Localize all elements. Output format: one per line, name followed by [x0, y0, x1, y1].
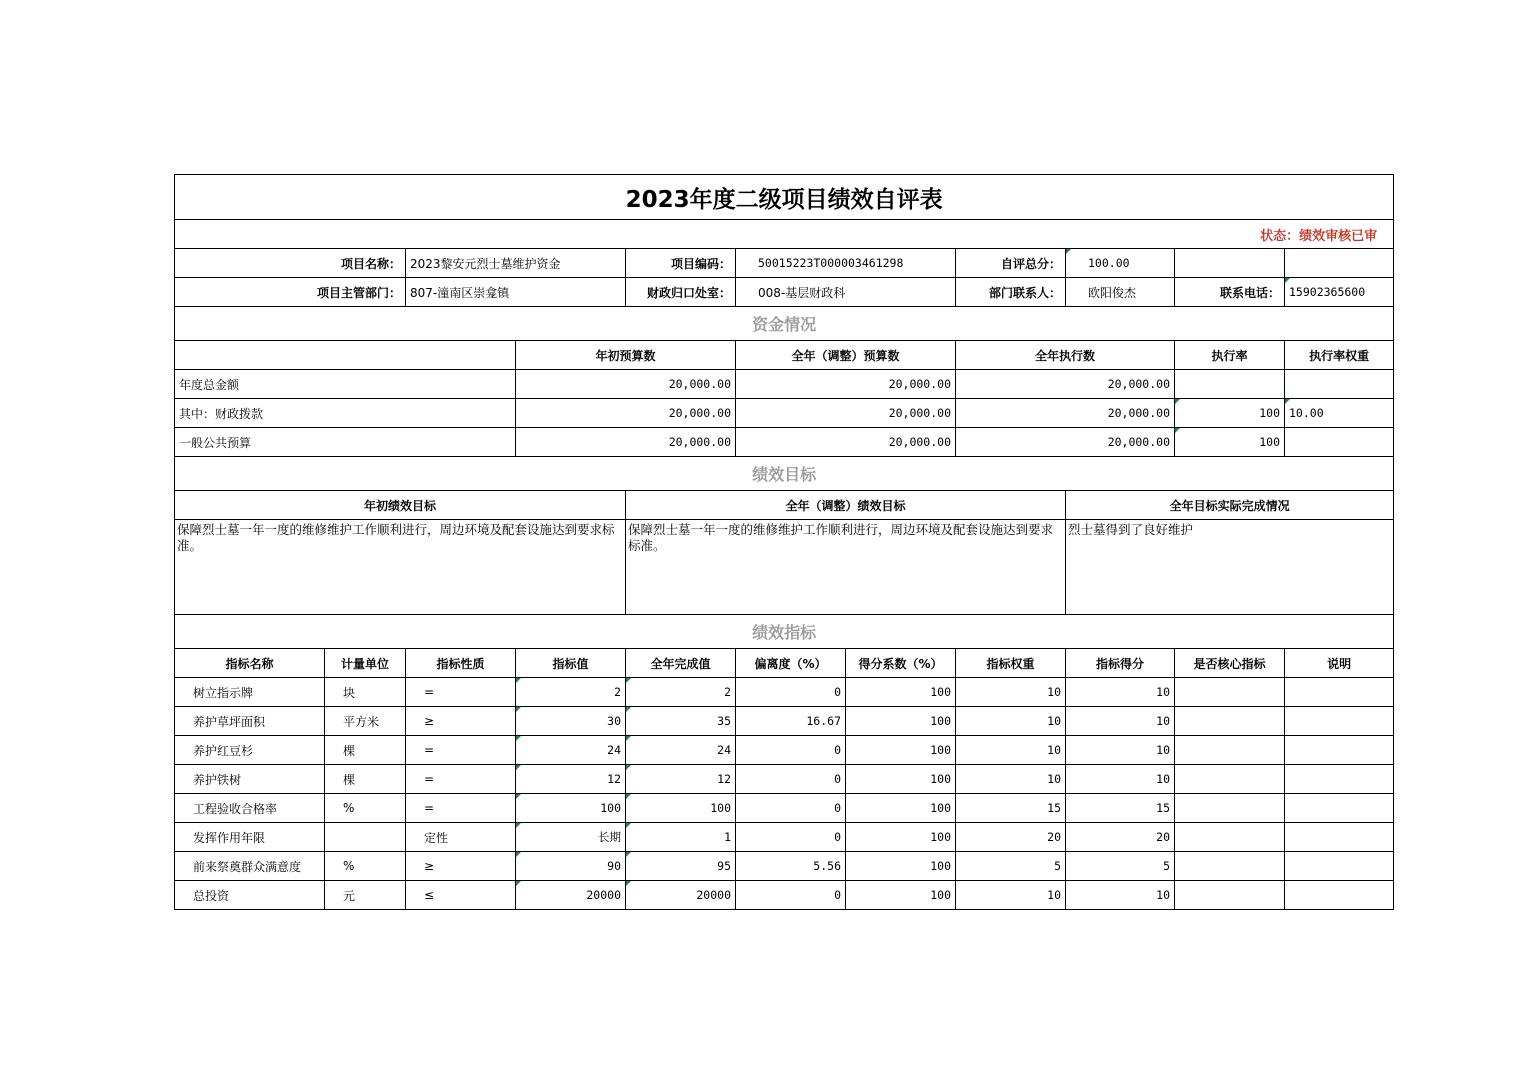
indicators-header: 指标性质 [406, 649, 516, 678]
indicator-cell-core [1175, 852, 1285, 881]
table-row [175, 881, 1394, 910]
indicator-cell-coef: 100 [846, 852, 956, 881]
indicator-cell-score: 15 [1066, 794, 1175, 823]
indicator-cell-core [1175, 707, 1285, 736]
project-code-label: 项目编码： [626, 249, 736, 278]
funds-cell-adjusted: 20,000.00 [736, 428, 956, 457]
indicator-cell-core [1175, 765, 1285, 794]
indicator-cell-target: 2 [516, 678, 626, 707]
indicator-cell-unit: 棵 [325, 736, 406, 765]
phone-value: 15902365600 [1285, 278, 1394, 307]
indicator-cell-target: 24 [516, 736, 626, 765]
indicators-header: 全年完成值 [626, 649, 736, 678]
indicator-cell-score: 10 [1066, 736, 1175, 765]
indicator-cell-score: 5 [1066, 852, 1175, 881]
funds-cell-weight [1285, 428, 1394, 457]
indicator-cell-deviation: 5.56 [736, 852, 846, 881]
indicator-cell-weight: 10 [956, 881, 1066, 910]
table-row [175, 736, 1394, 765]
indicator-cell-note [1285, 707, 1394, 736]
indicator-cell-nature: = [406, 736, 516, 765]
evaluation-table [174, 174, 1394, 910]
indicator-cell-weight: 5 [956, 852, 1066, 881]
indicators-section-title: 绩效指标 [175, 615, 1394, 649]
indicator-cell-deviation: 0 [736, 736, 846, 765]
table-row [175, 707, 1394, 736]
funds-corner-cell [175, 341, 516, 370]
table-row [175, 852, 1394, 881]
indicator-cell-unit: 棵 [325, 765, 406, 794]
indicator-cell-actual: 24 [626, 736, 736, 765]
indicator-cell-nature: ≥ [406, 852, 516, 881]
dept-label: 项目主管部门： [175, 278, 406, 307]
indicator-cell-coef: 100 [846, 765, 956, 794]
indicator-cell-core [1175, 823, 1285, 852]
indicator-cell-actual: 95 [626, 852, 736, 881]
funds-cell-executed: 20,000.00 [956, 428, 1175, 457]
goals-header: 年初绩效目标 [175, 491, 626, 520]
indicators-header-row [175, 649, 1394, 678]
indicator-cell-weight: 15 [956, 794, 1066, 823]
funds-cell-label: 一般公共预算 [175, 428, 516, 457]
funds-row [175, 428, 1394, 457]
funds-row [175, 399, 1394, 428]
indicator-cell-nature: = [406, 765, 516, 794]
goals-header: 全年（调整）绩效目标 [626, 491, 1066, 520]
finance-value: 008-基层财政科 [736, 278, 956, 307]
indicators-header: 指标值 [516, 649, 626, 678]
funds-cell-weight [1285, 370, 1394, 399]
indicator-cell-unit [325, 823, 406, 852]
indicator-cell-name: 前来祭奠群众满意度 [175, 852, 325, 881]
funds-cell-adjusted: 20,000.00 [736, 370, 956, 399]
indicator-cell-note [1285, 794, 1394, 823]
funds-cell-rate [1175, 370, 1285, 399]
indicator-cell-score: 10 [1066, 678, 1175, 707]
indicator-cell-note [1285, 765, 1394, 794]
indicator-cell-actual: 2 [626, 678, 736, 707]
indicator-cell-name: 工程验收合格率 [175, 794, 325, 823]
indicator-cell-actual: 35 [626, 707, 736, 736]
total-score-value: 100.00 [1066, 249, 1175, 278]
indicator-cell-name: 发挥作用年限 [175, 823, 325, 852]
indicator-cell-name: 养护红豆杉 [175, 736, 325, 765]
dept-value: 807-潼南区崇龛镇 [406, 278, 626, 307]
indicators-header: 计量单位 [325, 649, 406, 678]
funds-cell-executed: 20,000.00 [956, 399, 1175, 428]
indicator-cell-nature: = [406, 794, 516, 823]
funds-cell-rate: 100 [1175, 428, 1285, 457]
indicator-cell-note [1285, 736, 1394, 765]
indicator-cell-deviation: 0 [736, 794, 846, 823]
indicator-cell-score: 20 [1066, 823, 1175, 852]
table-row [175, 794, 1394, 823]
empty-cell [1175, 249, 1285, 278]
indicator-cell-weight: 10 [956, 707, 1066, 736]
indicator-cell-weight: 10 [956, 765, 1066, 794]
indicator-cell-coef: 100 [846, 881, 956, 910]
funds-header-row [175, 341, 1394, 370]
funds-header: 全年执行数 [956, 341, 1175, 370]
indicator-cell-nature: = [406, 678, 516, 707]
indicator-cell-actual: 20000 [626, 881, 736, 910]
funds-cell-initial: 20,000.00 [516, 399, 736, 428]
indicator-cell-unit: % [325, 852, 406, 881]
funds-cell-executed: 20,000.00 [956, 370, 1175, 399]
table-row [175, 765, 1394, 794]
indicator-cell-deviation: 0 [736, 881, 846, 910]
funds-section-title: 资金情况 [175, 307, 1394, 341]
empty-cell [1285, 249, 1394, 278]
funds-header: 执行率 [1175, 341, 1285, 370]
adjusted-goal-text: 保障烈士墓一年一度的维修维护工作顺利进行，周边环境及配套设施达到要求标准。 [626, 520, 1066, 615]
indicator-cell-coef: 100 [846, 678, 956, 707]
indicator-cell-weight: 20 [956, 823, 1066, 852]
indicator-cell-weight: 10 [956, 736, 1066, 765]
funds-cell-initial: 20,000.00 [516, 428, 736, 457]
project-name-label: 项目名称： [175, 249, 406, 278]
indicator-cell-nature: 定性 [406, 823, 516, 852]
indicator-cell-note [1285, 678, 1394, 707]
indicator-cell-deviation: 16.67 [736, 707, 846, 736]
funds-header: 执行率权重 [1285, 341, 1394, 370]
funds-cell-initial: 20,000.00 [516, 370, 736, 399]
indicator-cell-note [1285, 852, 1394, 881]
indicators-header: 指标权重 [956, 649, 1066, 678]
contact-label: 部门联系人： [956, 278, 1066, 307]
indicator-cell-target: 30 [516, 707, 626, 736]
indicator-cell-unit: 元 [325, 881, 406, 910]
indicators-header: 指标得分 [1066, 649, 1175, 678]
indicator-cell-actual: 100 [626, 794, 736, 823]
project-name-value: 2023黎安元烈士墓维护资金 [406, 249, 626, 278]
indicator-cell-coef: 100 [846, 823, 956, 852]
funds-cell-adjusted: 20,000.00 [736, 399, 956, 428]
indicator-cell-core [1175, 678, 1285, 707]
project-code-value: 50015223T000003461298 [736, 249, 956, 278]
goals-section-title: 绩效目标 [175, 457, 1394, 491]
initial-goal-text: 保障烈士墓一年一度的维修维护工作顺利进行，周边环境及配套设施达到要求标准。 [175, 520, 626, 615]
indicator-cell-name: 树立指示牌 [175, 678, 325, 707]
indicator-cell-deviation: 0 [736, 823, 846, 852]
indicator-cell-core [1175, 736, 1285, 765]
phone-label: 联系电话： [1175, 278, 1285, 307]
funds-cell-weight: 10.00 [1285, 399, 1394, 428]
indicator-cell-name: 养护铁树 [175, 765, 325, 794]
indicator-cell-actual: 1 [626, 823, 736, 852]
indicator-cell-note [1285, 881, 1394, 910]
actual-completion-text: 烈士墓得到了良好维护 [1066, 520, 1394, 615]
indicator-cell-weight: 10 [956, 678, 1066, 707]
indicator-cell-target: 90 [516, 852, 626, 881]
goals-header: 全年目标实际完成情况 [1066, 491, 1394, 520]
indicator-cell-coef: 100 [846, 736, 956, 765]
indicator-cell-nature: ≤ [406, 881, 516, 910]
indicator-cell-name: 养护草坪面积 [175, 707, 325, 736]
indicator-cell-note [1285, 823, 1394, 852]
indicator-cell-core [1175, 794, 1285, 823]
indicator-cell-actual: 12 [626, 765, 736, 794]
funds-cell-label: 年度总金额 [175, 370, 516, 399]
finance-label: 财政归口处室： [626, 278, 736, 307]
indicator-cell-coef: 100 [846, 707, 956, 736]
indicators-header: 得分系数（%） [846, 649, 956, 678]
indicator-cell-unit: 平方米 [325, 707, 406, 736]
funds-row [175, 370, 1394, 399]
page-title: 2023年度二级项目绩效自评表 [175, 175, 1394, 220]
indicator-cell-core [1175, 881, 1285, 910]
indicator-cell-deviation: 0 [736, 765, 846, 794]
indicator-cell-score: 10 [1066, 881, 1175, 910]
table-row [175, 823, 1394, 852]
indicator-cell-target: 100 [516, 794, 626, 823]
status-badge: 状态：绩效审核已审 [175, 220, 1394, 249]
indicators-header: 偏离度（%） [736, 649, 846, 678]
indicator-cell-coef: 100 [846, 794, 956, 823]
indicator-cell-score: 10 [1066, 707, 1175, 736]
indicator-cell-nature: ≥ [406, 707, 516, 736]
indicator-cell-name: 总投资 [175, 881, 325, 910]
indicator-cell-unit: % [325, 794, 406, 823]
table-row [175, 678, 1394, 707]
funds-cell-rate: 100 [1175, 399, 1285, 428]
indicator-cell-unit: 块 [325, 678, 406, 707]
contact-value: 欧阳俊杰 [1066, 278, 1175, 307]
indicator-cell-deviation: 0 [736, 678, 846, 707]
indicator-cell-score: 10 [1066, 765, 1175, 794]
indicator-cell-target: 长期 [516, 823, 626, 852]
total-score-label: 自评总分： [956, 249, 1066, 278]
indicators-header: 说明 [1285, 649, 1394, 678]
indicators-header: 是否核心指标 [1175, 649, 1285, 678]
indicator-cell-target: 20000 [516, 881, 626, 910]
indicator-cell-target: 12 [516, 765, 626, 794]
funds-header: 全年（调整）预算数 [736, 341, 956, 370]
funds-cell-label: 其中：财政拨款 [175, 399, 516, 428]
funds-header: 年初预算数 [516, 341, 736, 370]
indicators-header: 指标名称 [175, 649, 325, 678]
